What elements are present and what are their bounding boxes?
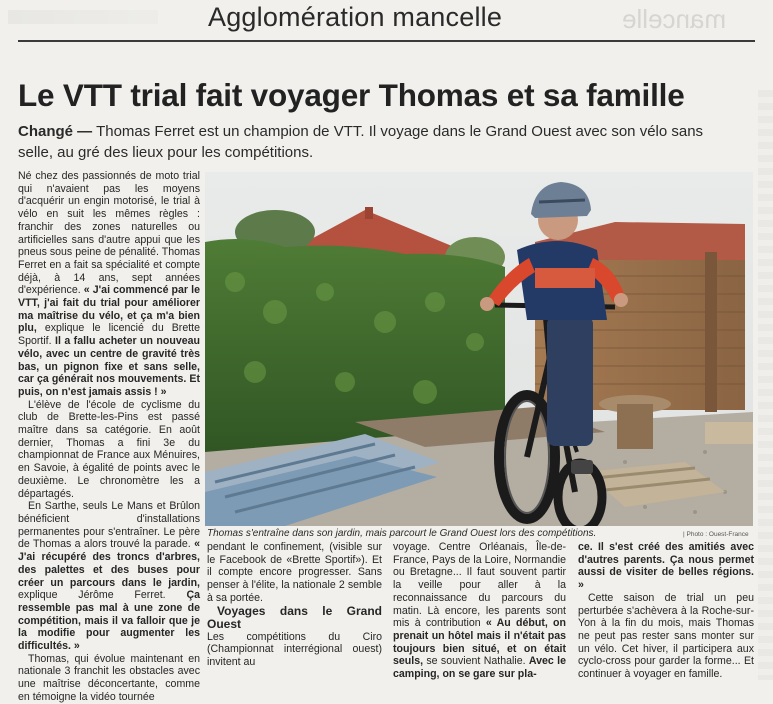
quote: ce. Il s'est créé des amitiés avec d'autres parents. Ça nous permet aussi de visiter de belles régions. » (578, 541, 754, 592)
article-subhead: Voyages dans le Grand Ouest (207, 603, 382, 631)
quote: « J'ai commencé par le VTT, j'ai fait du trial pour améliorer ma maîtrise du vélo, et ça m'a bien plu, (18, 284, 200, 335)
photo-caption: Thomas s'entraîne dans son jardin, mais parcourt le Grand Ouest lors des compétitions. (207, 528, 597, 539)
article-column-4 (578, 541, 754, 681)
article-chapeau (18, 121, 738, 163)
quote: « Au début, on prenait un hôtel mais il n'était pas toujours bien situé, et on était seuls, (393, 617, 567, 668)
paragraph (393, 541, 566, 681)
quote: Ça ressemble pas mal à une zone de compétition, mais il va falloir que je la modifie pour augmenter les difficultés. » (18, 589, 200, 653)
paragraph: Thomas, qui évolue maintenant en nationale 3 franchit les obstacles avec une maîtrise déconcertante, comme en témoigne la vidéo tournée (18, 652, 200, 703)
quote: « J'ai récupéré des troncs d'arbres, des palettes et des buses pour créer un parcours dans le jardin, (18, 538, 200, 589)
text: explique le licencié du Brette Sportif. (18, 322, 200, 348)
photo-credit: | Photo : Ouest-France (683, 531, 749, 538)
bleed-through-column (758, 90, 773, 680)
paragraph: L'élève de l'école de cyclisme du club de Brette-les-Pins est passé maître dans sa catégorie. En août dernier, Thomas a fini 3e du championnat de France aux Ménuires, en Savoie, à égalité de points avec le deuxième. Le chronomètre les a départagés. (18, 398, 200, 500)
article-column-1 (18, 170, 200, 704)
bleed-through-text: mancelle (622, 4, 727, 34)
paragraph: pendant le confinement, (visible sur le Facebook de «Brette Sportif»). Et il compte encore progresser. Sans penser à l'élite, la nationale 2 semble à sa portée. (207, 541, 382, 604)
text: explique Jérôme Ferret. (18, 589, 187, 602)
bleed-through-shade (8, 10, 158, 24)
text: Né chez des passionnés de moto trial qui n'avaient pas les moyens d'acquérir un engin motorisé, le trial à vélo en suit les mêmes règles : franchir des zones naturelles ou artificielles sans d'autre appui que les pneus sous peine de pénalité. Thomas Ferret en a fait sa spécialité et compte déjà, à 14 ans, sept années d'expérience. (18, 170, 200, 297)
paragraph (18, 500, 200, 652)
section-header (0, 0, 773, 42)
paragraph: Les compétitions du Ciro (Championnat interrégional ouest) invitent au (207, 630, 382, 668)
header-rule (18, 40, 755, 42)
section-title: Agglomération mancelle (208, 2, 503, 32)
paragraph: Cette saison de trial un peu perturbée s'achèvera à la Roche-sur-Yon à la fin du mois, mais Thomas ne peut pas rester sans monter sur un vélo. Cet hiver, il participera aux cyclo-cross pour garder la forme... Et continuer à voyager en famille. (578, 591, 754, 681)
article-headline: Le VTT trial fait voyager Thomas et sa famille (18, 77, 685, 113)
article-column-2 (207, 541, 382, 669)
chapeau-text: Thomas Ferret est un champion de VTT. Il voyage dans le Grand Ouest avec son vélo sans selle, au gré des lieux pour les compétitions. (18, 123, 704, 161)
dateline-place: Changé — (18, 123, 93, 140)
quote: Avec le camping, on se gare sur pla- (393, 655, 567, 681)
text: voyage. Centre Orléanais, Île-de-France, Pays de la Loire, Normandie ou Bretagne... Il faut souvent partir la veille pour aller à la reconnaissance du parcours du matin. Là encore, les parents sont mis à contribution (393, 541, 566, 630)
text: se souvient Nathalie. (423, 655, 529, 668)
photo-illustration (205, 172, 753, 526)
text: En Sarthe, seuls Le Mans et Brûlon bénéficient d'installations permanentes pour s'entraîner. Le père de Thomas a alors trouvé la parade. (18, 500, 200, 551)
article-photo (205, 172, 753, 526)
paragraph (578, 541, 754, 592)
quote: Il a fallu acheter un nouveau vélo, avec un centre de gravité très bas, un pignon fixe et sans selle, car ça générait nos mouvements. Et puis, on n'est jamais assis ! » (18, 335, 200, 398)
article-column-3 (393, 541, 566, 681)
paragraph (18, 170, 200, 399)
